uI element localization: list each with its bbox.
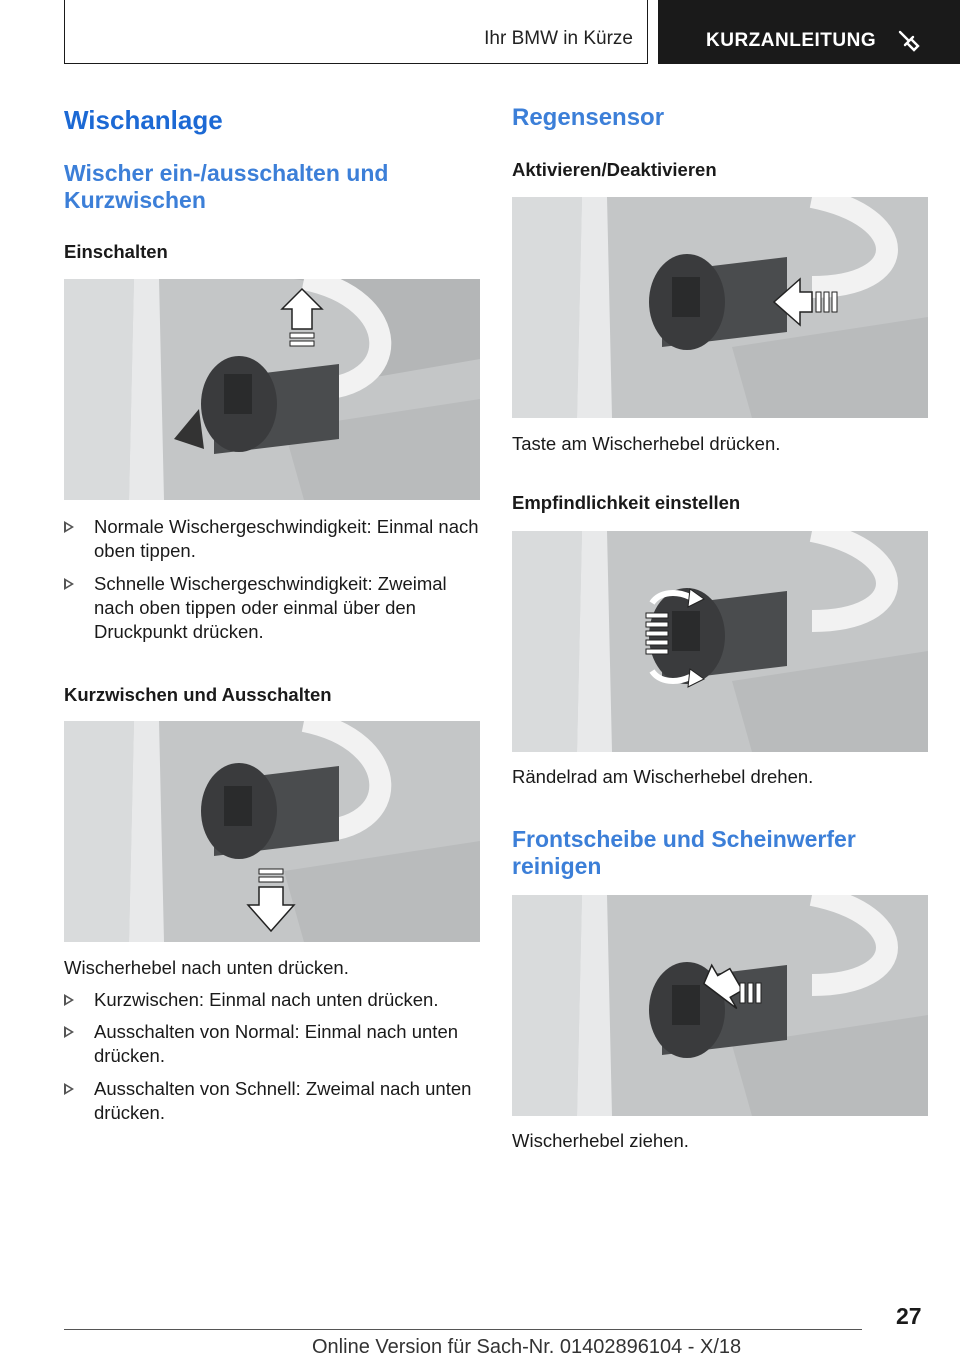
footer-divider	[64, 1329, 862, 1330]
list-item: Schnelle Wischergeschwindigkeit: Zweimal nach oben tippen oder einmal über den Druckpunkt drücken.	[64, 572, 480, 644]
list-item: Ausschalten von Schnell: Zweimal nach unten drücken.	[64, 1077, 480, 1125]
heading-einschalten: Einschalten	[64, 241, 168, 262]
hand-pointer-icon	[898, 30, 920, 52]
list-item: Kurzwischen: Einmal nach unten drücken.	[64, 988, 480, 1012]
section-title-regensensor: Regensensor	[512, 104, 665, 131]
list-item: Normale Wischergeschwindigkeit: Einmal nach oben tippen.	[64, 515, 480, 563]
figure-wiper-down	[64, 721, 480, 942]
list-item: Ausschalten von Normal: Einmal nach unten drücken.	[64, 1020, 480, 1068]
caption-aktivieren: Taste am Wischerhebel drücken.	[512, 433, 781, 454]
bullet-triangle-icon	[64, 578, 74, 590]
caption-kurzwischen: Wischerhebel nach unten drücken.	[64, 957, 349, 978]
subsection-title-wischer: Wischer ein-/ausschalten und Kurzwischen	[64, 160, 389, 213]
header-tab-label: KURZANLEITUNG	[706, 30, 877, 51]
bullet-triangle-icon	[64, 1026, 74, 1038]
figure-wiper-pull	[512, 895, 928, 1116]
figure-sensitivity-wheel	[512, 531, 928, 752]
figure-rain-sensor-button	[512, 197, 928, 418]
section-title-wischanlage: Wischanlage	[64, 105, 223, 135]
caption-empfindlichkeit: Rändelrad am Wischerhebel drehen.	[512, 766, 814, 787]
heading-empfindlichkeit: Empfindlichkeit einstellen	[512, 492, 741, 513]
figure-wiper-up	[64, 279, 480, 500]
heading-kurzwischen: Kurzwischen und Ausschalten	[64, 684, 332, 705]
footer-online-version: Online Version für Sach-Nr. 01402896104 - X/18	[312, 1336, 742, 1358]
heading-aktivieren: Aktivieren/Deaktivieren	[512, 159, 717, 180]
bullet-triangle-icon	[64, 521, 74, 533]
header-section-box	[64, 0, 648, 64]
caption-frontscheibe: Wischerhebel ziehen.	[512, 1130, 689, 1151]
bullet-triangle-icon	[64, 1083, 74, 1095]
header-section-title: Ihr BMW in Kürze	[484, 28, 633, 49]
section-title-frontscheibe: Frontscheibe und Scheinwerfer reinigen	[512, 826, 856, 879]
page-number: 27	[896, 1303, 922, 1329]
bullet-triangle-icon	[64, 994, 74, 1006]
header-tab-kurzanleitung[interactable]	[658, 0, 960, 64]
